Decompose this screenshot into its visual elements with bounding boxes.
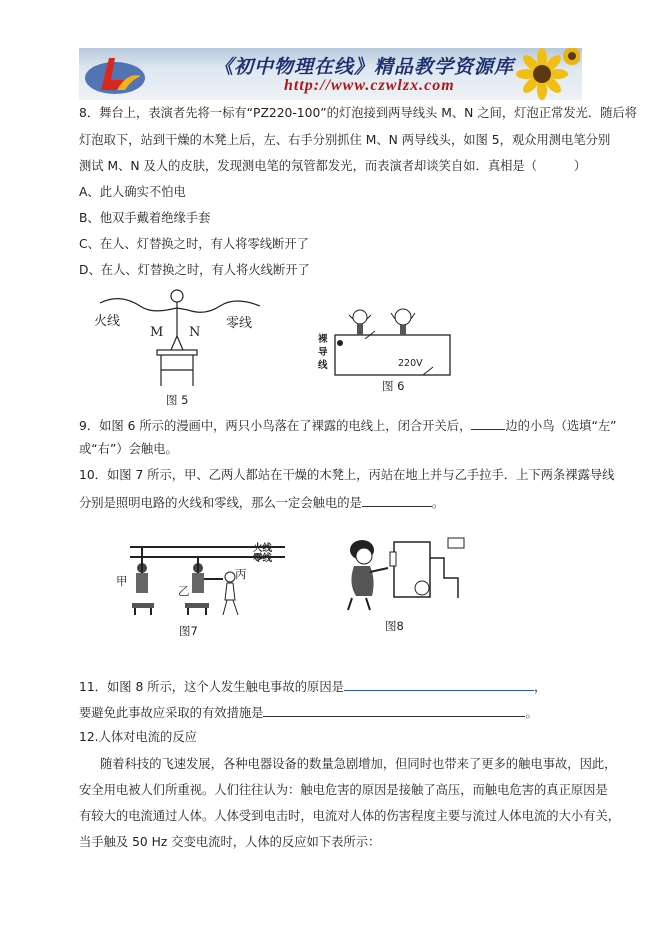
q9-line1-text-b: 边的小鸟（选填“左” <box>505 419 617 433</box>
header-banner <box>79 48 582 100</box>
q11-line1-text: 11．如图 8 所示，这个人发生触电事故的原因是 <box>79 680 344 694</box>
q12-paragraph-line1: 随着科技的飞速发展，各种电器设备的数量急剧增加，但同时也带来了更多的触电事故，因此， <box>100 757 617 771</box>
q10-line1: 10．如图 7 所示，甲、乙两人都站在干燥的木凳上，丙站在地上并与乙手拉手．上下两条裸露导线 <box>79 468 615 482</box>
q9-line2: 或“右”）会触电。 <box>79 442 178 456</box>
q12-paragraph-line2: 安全用电被人们所重视。人们往往认为：触电危害的原因是接触了高压，而触电危害的真正原因是 <box>79 783 608 797</box>
fig7-neutral-label: 零线 <box>253 553 273 564</box>
q11-line1 <box>79 678 546 695</box>
q11-line2-text: 要避免此事故应采取的有效措施是 <box>79 706 264 720</box>
fig5-m-label: M <box>150 325 164 340</box>
q11-line1-end: ， <box>533 680 547 694</box>
q10-line2-end: 。 <box>431 496 445 510</box>
q11-line2 <box>79 704 538 721</box>
fig6-caption: 图 6 <box>382 379 405 393</box>
q8-option-b: B、他双手戴着绝缘手套 <box>79 211 211 225</box>
q8-option-d: D、在人、灯替换之时，有人将火线断开了 <box>79 263 310 277</box>
fig5-neutral-label: 零线 <box>226 316 253 331</box>
q9-line1 <box>79 417 617 434</box>
logo-icon <box>81 50 151 98</box>
q9-blank[interactable] <box>471 417 505 430</box>
banner-url: http://www.czwlzx.com <box>284 77 455 94</box>
q8-line3: 测试 M、N 及人的皮肤，发现测电笔的氖管都发光，而表演者却谈笑自如．真相是（ ） <box>79 159 587 173</box>
q11-blank-reason[interactable] <box>344 678 534 691</box>
q8-line1: 8．舞台上，表演者先将一标有“PZ220-100”的灯泡接到两导线头 M、N 之间，灯泡正常发光．随后将 <box>79 106 638 120</box>
fig5-caption: 图 5 <box>166 393 189 407</box>
figure-8-illustration <box>340 528 470 613</box>
q11-blank-measure[interactable] <box>263 704 525 717</box>
fig5-live-label: 火线 <box>94 314 121 329</box>
fig6-wire-label: 裸导线 <box>318 334 328 371</box>
fig7-person-bing: 丙 <box>235 567 247 581</box>
q10-line2-text: 分别是照明电路的火线和零线，那么一定会触电的是 <box>79 496 362 510</box>
sunflower-icon <box>510 48 580 100</box>
q8-line2: 灯泡取下，站到干燥的木凳上后，左、右手分别抓住 M、N 两导线头，如图 5，观众用测电笔分别 <box>79 133 611 147</box>
q10-line2 <box>79 494 444 511</box>
q8-option-a: A、此人确实不怕电 <box>79 185 186 199</box>
fig6-voltage: 220V <box>398 358 423 369</box>
fig5-n-label: N <box>189 325 201 340</box>
q12-paragraph-line3: 有较大的电流通过人体。人体受到电击时，电流对人体的伤害程度主要与流过人体电流的大小有关， <box>79 809 621 823</box>
fig7-person-jia: 甲 <box>116 574 128 588</box>
q12-paragraph-line4: 当手触及 50 Hz 交变电流时，人体的反应如下表所示： <box>79 835 381 849</box>
fig8-caption: 图8 <box>385 619 404 633</box>
q11-line2-end: 。 <box>525 706 538 720</box>
q9-line1-text-a: 9．如图 6 所示的漫画中，两只小鸟落在了裸露的电线上，闭合开关后， <box>79 419 472 433</box>
banner-title: 《初中物理在线》精品教学资源库 <box>214 56 515 78</box>
figure-5-illustration <box>95 288 265 388</box>
q12-title: 12.人体对电流的反应 <box>79 730 197 744</box>
fig7-caption: 图7 <box>179 624 198 638</box>
fig7-person-yi: 乙 <box>178 584 190 598</box>
q8-option-c: C、在人、灯替换之时，有人将零线断开了 <box>79 237 309 251</box>
q10-blank[interactable] <box>362 494 432 507</box>
figure-6-circuit <box>315 305 465 380</box>
fig7-live-label: 火线 <box>253 543 273 554</box>
